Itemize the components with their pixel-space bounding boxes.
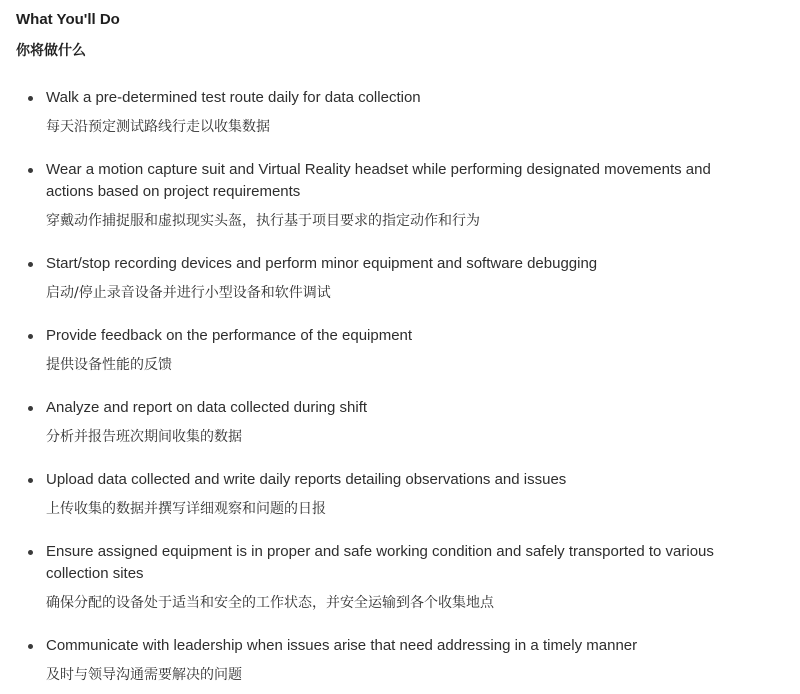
task-text-en: Analyze and report on data collected during shift [46, 399, 368, 416]
list-item [16, 541, 784, 613]
list-item [16, 87, 784, 137]
task-text-en: Walk a pre-determined test route daily for data collection [46, 89, 421, 106]
task-text-en: Provide feedback on the performance of the equipment [46, 327, 413, 344]
list-item [16, 159, 784, 231]
task-text-zh: 穿戴动作捕捉服和虚拟现实头盔，执行基于项目要求的指定动作和行为 [46, 213, 480, 229]
list-item [16, 325, 784, 375]
task-text-zh: 上传收集的数据并撰写详细观察和问题的日报 [46, 501, 326, 517]
task-list [16, 87, 784, 685]
list-item [16, 253, 784, 303]
task-text-en: Ensure assigned equipment is in proper and safe working condition and safely transported to various collection sites [46, 543, 714, 582]
bullet-icon [28, 262, 33, 267]
section-title-zh: 你将做什么 [16, 43, 86, 59]
section-title-en: What You'll Do [16, 11, 120, 28]
bullet-icon [28, 644, 33, 649]
task-text-en: Communicate with leadership when issues arise that need addressing in a timely manner [46, 637, 638, 654]
list-item [16, 397, 784, 447]
list-item [16, 469, 784, 519]
task-text-zh: 分析并报告班次期间收集的数据 [46, 429, 242, 445]
task-text-en: Start/stop recording devices and perform minor equipment and software debugging [46, 255, 598, 272]
task-text-en: Upload data collected and write daily reports detailing observations and issues [46, 471, 567, 488]
bullet-icon [28, 96, 33, 101]
bullet-icon [28, 406, 33, 411]
bullet-icon [28, 334, 33, 339]
task-text-zh: 及时与领导沟通需要解决的问题 [46, 667, 242, 683]
task-text-zh: 每天沿预定测试路线行走以收集数据 [46, 119, 270, 135]
task-text-en: Wear a motion capture suit and Virtual Reality headset while performing designated movements and actions based on project requirements [46, 161, 711, 200]
task-text-zh: 启动/停止录音设备并进行小型设备和软件调试 [46, 285, 331, 301]
bullet-icon [28, 478, 33, 483]
bullet-icon [28, 168, 33, 173]
task-text-zh: 确保分配的设备处于适当和安全的工作状态，并安全运输到各个收集地点 [46, 595, 494, 611]
task-text-zh: 提供设备性能的反馈 [46, 357, 172, 373]
bullet-icon [28, 550, 33, 555]
list-item [16, 635, 784, 685]
